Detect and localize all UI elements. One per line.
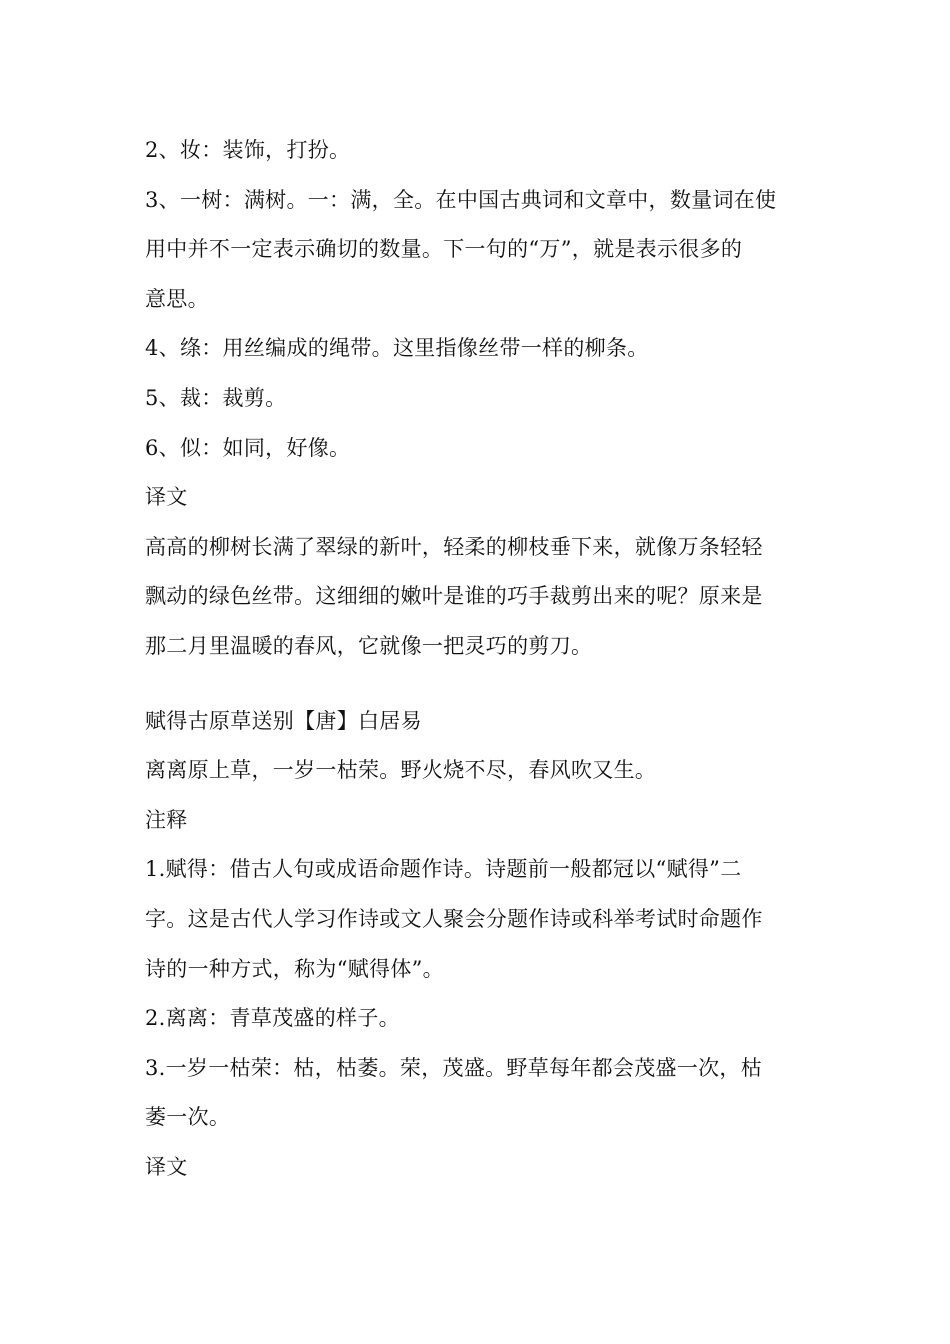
- poem-title: 赋得古原草送别【唐】白居易: [145, 708, 422, 733]
- poem-text: 离离原上草，一岁一枯荣。野火烧不尽，春风吹又生。: [145, 758, 657, 783]
- note-line: 萎一次。: [145, 1105, 231, 1130]
- note-line: 2.离离：青草茂盛的样子。: [145, 1006, 400, 1031]
- document-page: [145, 126, 810, 1192]
- note-line: 用中并不一定表示确切的数量。下一句的“万”，就是表示很多的: [145, 237, 743, 262]
- note-line: 4、绦：用丝编成的绳带。这里指像丝带一样的柳条。: [145, 336, 649, 361]
- note-line: 诗的一种方式，称为“赋得体”。: [145, 956, 444, 981]
- note-line: 2、妆：装饰，打扮。: [145, 138, 351, 162]
- translation-line: 飘动的绿色丝带。这细细的嫩叶是谁的巧手裁剪出来的呢？原来是: [145, 584, 763, 609]
- note-line: 3.一岁一枯荣：枯，枯萎。荣，茂盛。野草每年都会茂盛一次，枯: [145, 1055, 763, 1080]
- translation-line: 高高的柳树长满了翠绿的新叶，轻柔的柳枝垂下来，就像万条轻轻: [145, 534, 763, 559]
- notes-heading: 注释: [145, 807, 188, 832]
- translation-line: 那二月里温暖的春风，它就像一把灵巧的剪刀。: [145, 633, 593, 658]
- note-line: 6、似：如同，好像。: [145, 435, 351, 460]
- note-line: 意思。: [145, 286, 209, 311]
- note-line: 字。这是古代人学习作诗或文人聚会分题作诗或科举考试时命题作: [145, 906, 763, 931]
- translation-heading: 译文: [145, 1154, 188, 1179]
- note-line: 5、裁：裁剪。: [145, 385, 287, 410]
- translation-heading: 译文: [145, 485, 188, 510]
- note-line: 1.赋得：借古人句或成语命题作诗。诗题前一般都冠以“赋得”二: [145, 857, 742, 882]
- section-gap: [145, 672, 810, 697]
- note-line: 3、一树：满树。一：满，全。在中国古典词和文章中，数量词在使: [145, 187, 777, 212]
